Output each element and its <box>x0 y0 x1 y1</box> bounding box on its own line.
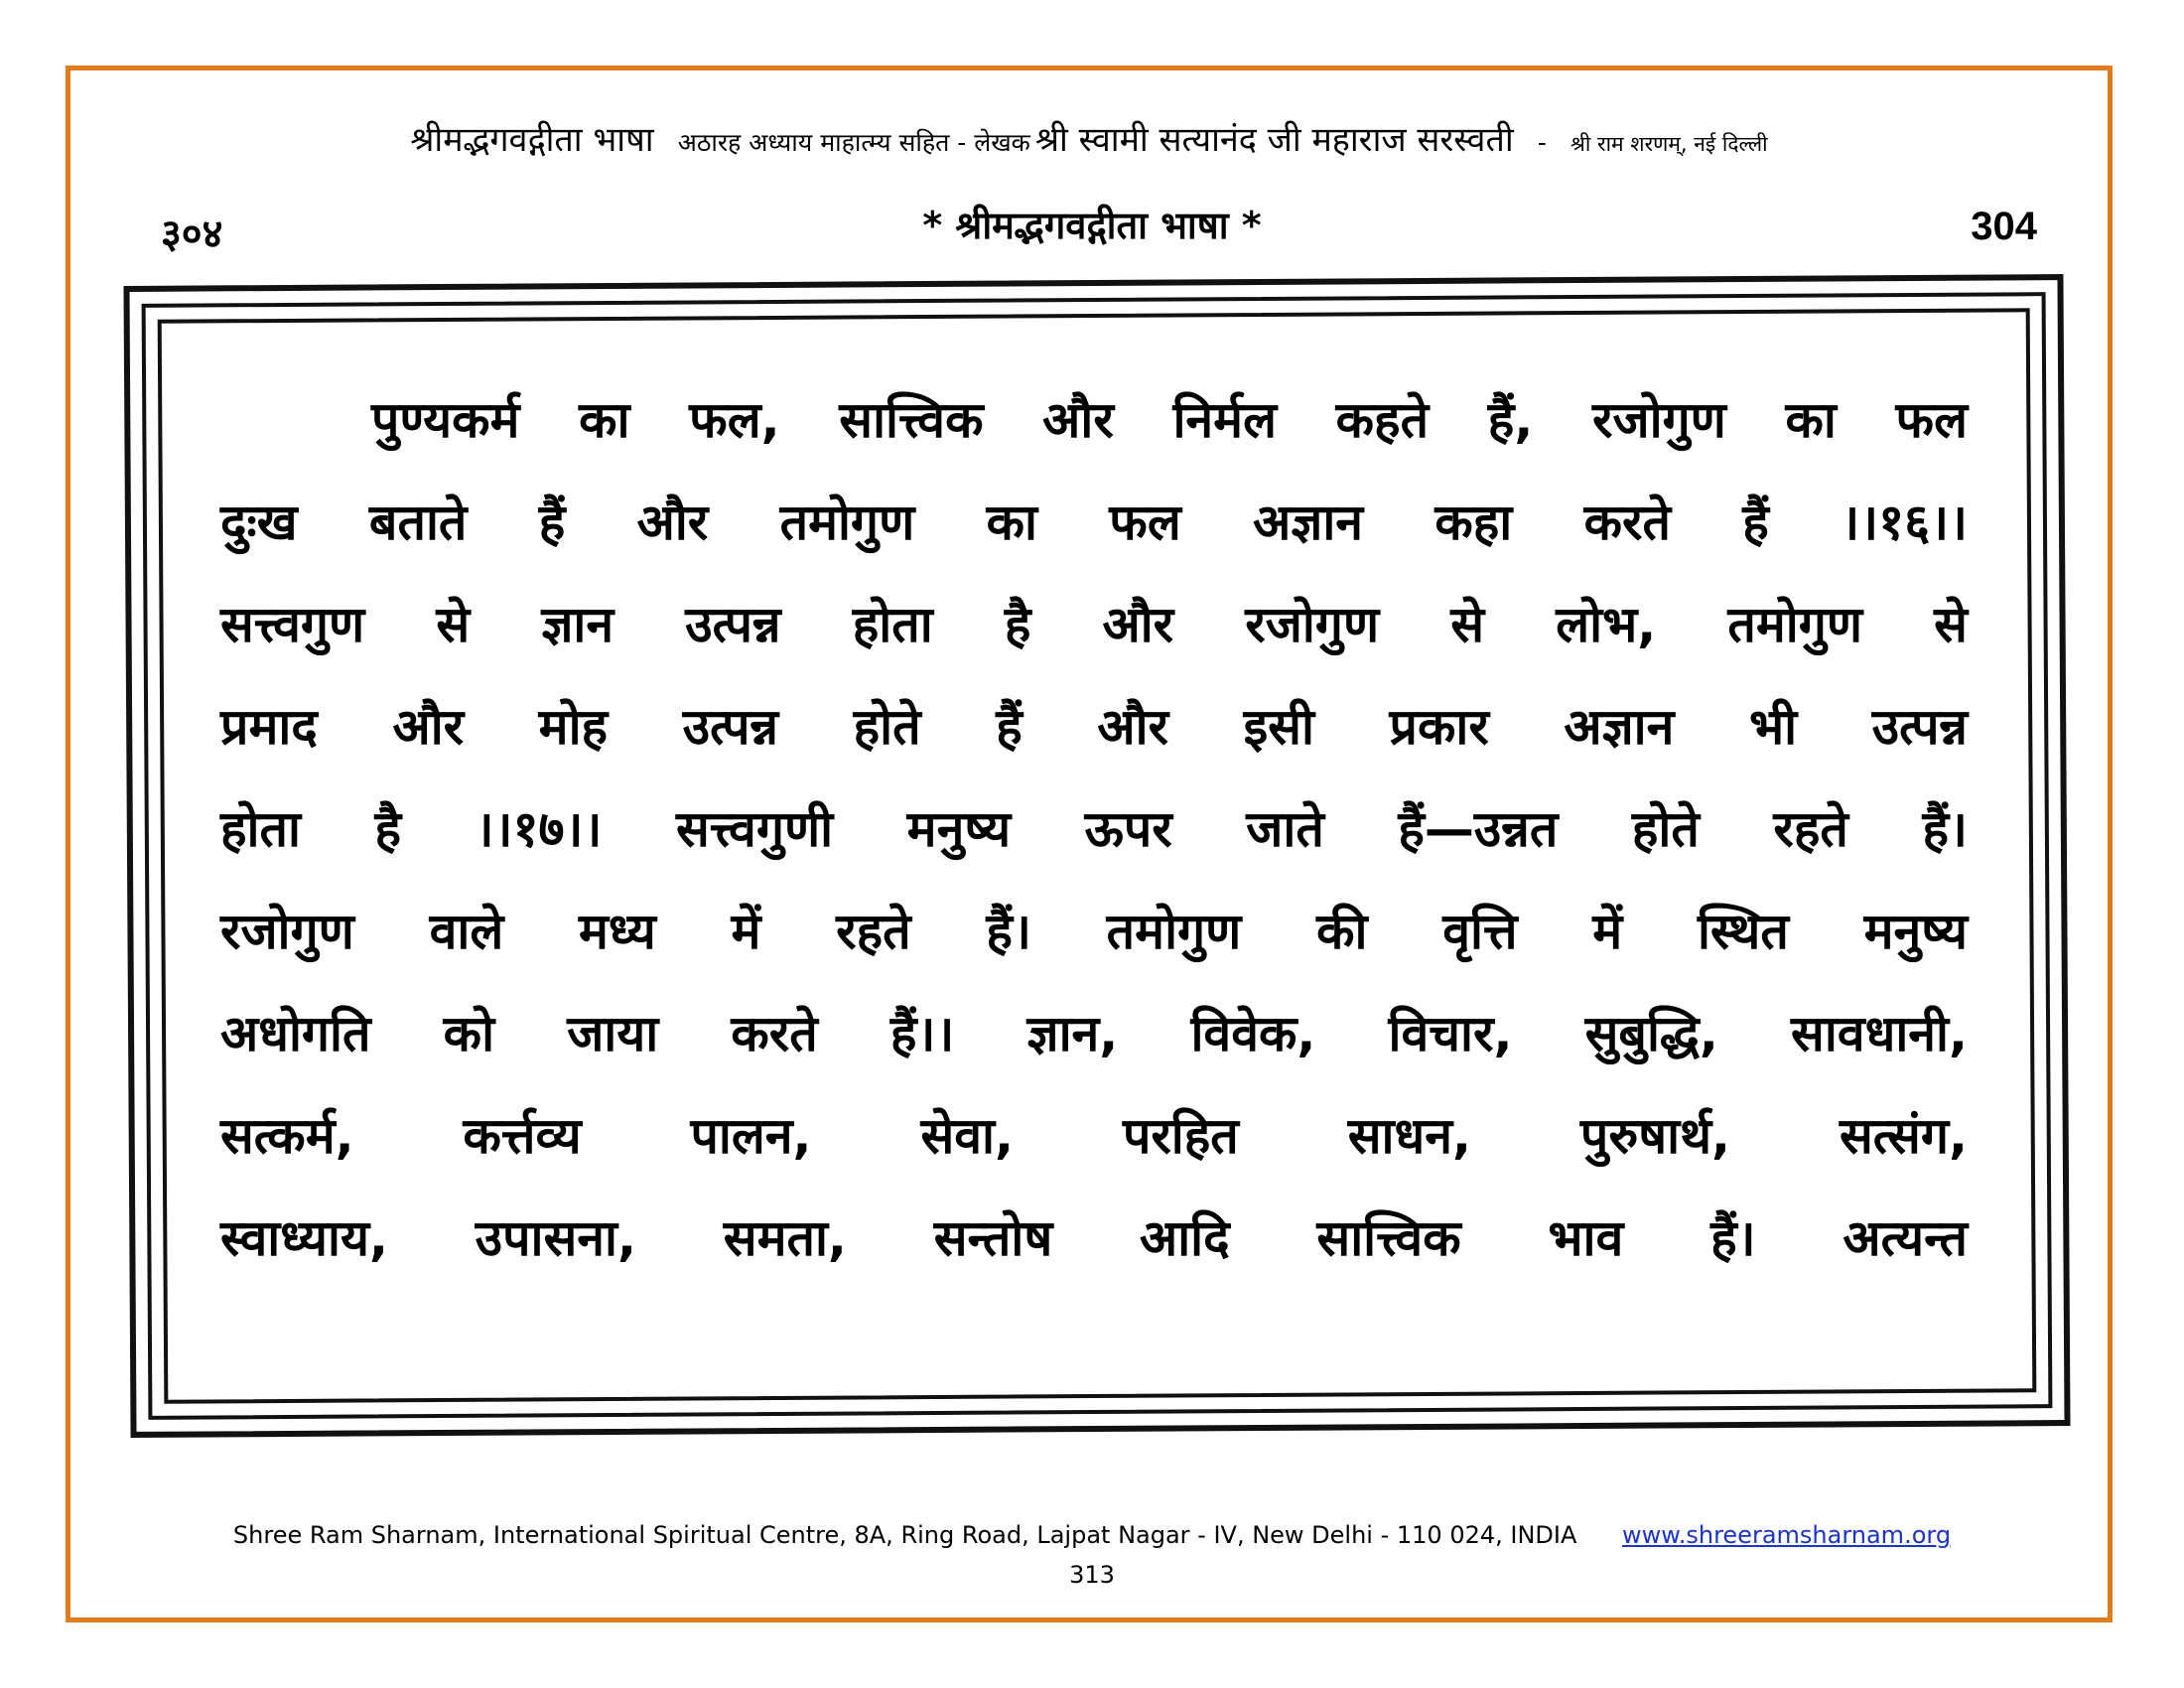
verse-line: पुण्यकर्म का फल, सात्त्विक और निर्मल कहते हैं, रजोगुण का फल <box>371 391 1968 449</box>
verse-line: होता है ।।१७।। सत्त्वगुणी मनुष्य ऊपर जाते हैं—उन्नत होते रहते हैं। <box>220 800 1968 858</box>
verse-line: सत्कर्म, कर्त्तव्य पालन, सेवा, परहित साधन, पुरुषार्थ, सत्संग, <box>220 1107 1968 1165</box>
header-author: श्री स्वामी सत्यानंद जी महाराज सरस्वती <box>1034 120 1514 160</box>
header-separator: - <box>1537 128 1547 157</box>
header-title: श्रीमद्भगवद्गीता भाषा <box>410 120 654 160</box>
footer-page-number: 313 <box>1069 1561 1115 1589</box>
verse-line: प्रमाद और मोह उत्पन्न होते हैं और इसी प्रकार अज्ञान भी उत्पन्न <box>220 698 1968 756</box>
book-title: * श्रीमद्भगवद्गीता भाषा * <box>922 204 1262 247</box>
verse-line: स्वाध्याय, उपासना, समता, सन्तोष आदि सात्त्विक भाव हैं। अत्यन्त <box>220 1209 1968 1267</box>
verse-line: दुःख बताते हैं और तमोगुण का फल अज्ञान कहा करते हैं ।।१६।। <box>220 493 1968 551</box>
footer-address: Shree Ram Sharnam, International Spiritual Centre, 8A, Ring Road, Lajpat Nagar - IV, New Delhi - 110 024, INDIA <box>232 1521 1577 1549</box>
header-subtitle: अठारह अध्याय माहात्म्य सहित - लेखक <box>677 128 1030 157</box>
header-publisher: श्री राम शरणम्, नई दिल्ली <box>1570 132 1768 156</box>
verse-line: अधोगति को जाया करते हैं।। ज्ञान, विवेक, विचार, सुबुद्धि, सावधानी, <box>220 1005 1968 1062</box>
website-link[interactable]: www.shreeramsharnam.org <box>1622 1521 1952 1549</box>
verse-line: रजोगुण वाले मध्य में रहते हैं। तमोगुण की वृत्ति में स्थित मनुष्य <box>220 903 1968 960</box>
verse-line: सत्त्वगुण से ज्ञान उत्पन्न होता है और रजोगुण से लोभ, तमोगुण से <box>220 596 1968 653</box>
footer <box>0 1521 2184 1549</box>
page-number-arabic: 304 <box>1971 205 2037 248</box>
page-number-devanagari: ३०४ <box>161 211 223 257</box>
document-header <box>66 115 2113 161</box>
verse-text-block <box>220 369 1968 1290</box>
